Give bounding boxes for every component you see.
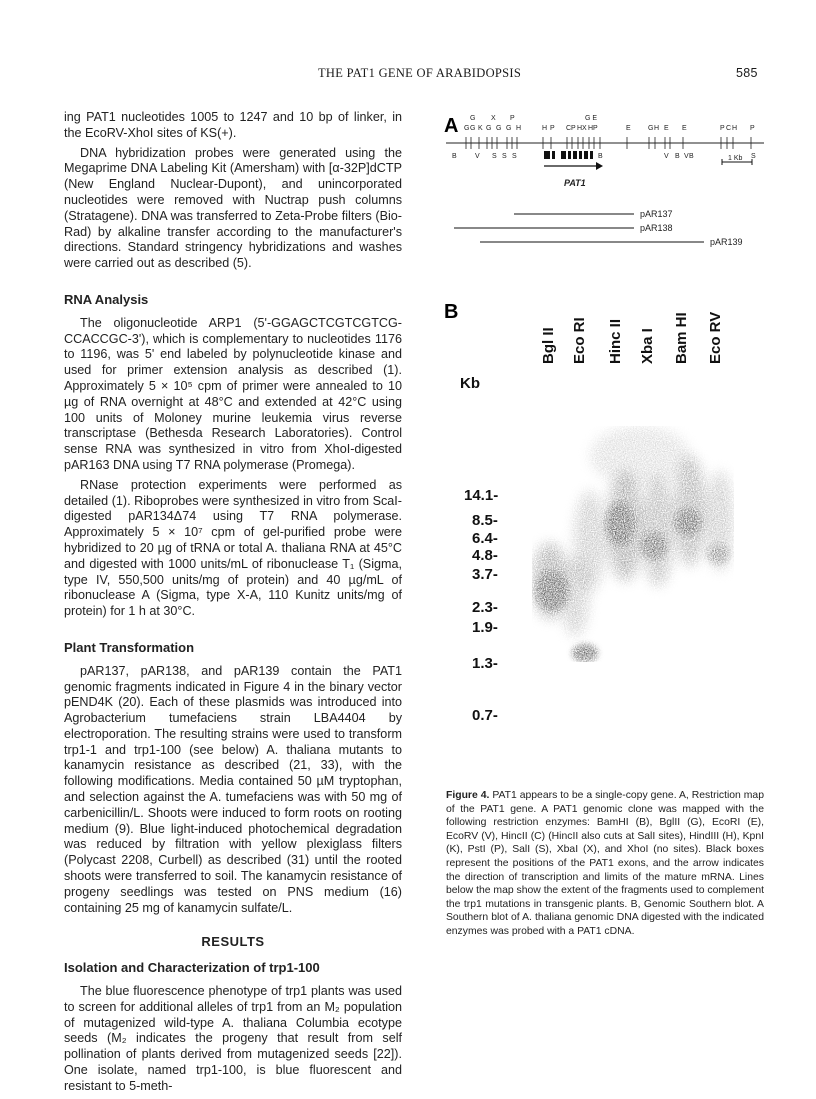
fragment-label-pAR138: pAR138	[640, 223, 673, 233]
site-label: B	[452, 153, 457, 160]
lane-label-ecorv: Eco RV	[707, 311, 724, 364]
band-ecori	[572, 644, 598, 662]
exon-boxes	[544, 151, 593, 159]
site-label: P	[510, 115, 515, 122]
site-label: E	[682, 125, 687, 132]
paragraph-rnase-protection: RNase protection experiments were performed as detailed (1). Riboprobes were synthesized in vitro from ScaI-digested pAR134Δ74 using T7 RNA polymerase. Approximately 5 × 10⁷ cpm of gel-purified probe were hybridized to 20 µg of tRNA or total A. thaliana RNA at 45°C and digested with 1000 units/mL of ribonuclease T₁ (Sigma, type IV, 550,500 units/mg of protein) and 40 µg/mL of ribonuclease A (Sigma, type X-A, 110 Kunitz units/mg of protein) for 1 h at 30°C.	[64, 477, 402, 619]
site-label: G	[496, 125, 502, 132]
site-label: P	[550, 125, 555, 132]
figure-caption	[446, 789, 764, 939]
size-marker: 4.8-	[472, 547, 498, 564]
site-label: S	[512, 153, 517, 160]
site-label: H	[516, 125, 522, 132]
band-bglii	[536, 571, 568, 611]
site-label: S	[492, 153, 497, 160]
site-label: P	[720, 125, 725, 132]
site-label: H	[732, 125, 738, 132]
site-label: K	[478, 125, 483, 132]
paragraph-hybridization: DNA hybridization probes were generated using the Megaprime DNA Labeling Kit (Amersham) with [α-32P]dCTP (New England Nuclear-Dupont), and unincorporated nucleotides were removed with Nuctrap push columns (Stratagene). DNA was transferred to Zeta-Probe filters (Bio-Rad) by alkaline transfer according to the manufacturer's directions. Standard stringency hybridizations and washes were carried out as described (5).	[64, 145, 402, 271]
paragraph-isolation: The blue fluorescence phenotype of trp1 plants was used to screen for additional alleles of trp1 from an M₂ population of mutagenized wild-type A. thaliana Columbia ecotype seeds (M₂ indicates the progeny that result from self pollination of plants derived from mutagenized seeds [22]). One isolate, named trp1-100, is blue fluorescent and resistant to 5-meth-	[64, 984, 402, 1093]
fragment-label-pAR139: pAR139	[710, 237, 743, 247]
site-label: V	[475, 153, 480, 160]
site-label: G	[464, 125, 470, 132]
lane-label-bglii: Bgl II	[540, 327, 557, 364]
blot-image	[532, 426, 734, 662]
site-label: B	[689, 153, 694, 160]
site-label: P	[593, 125, 598, 132]
site-label: E	[626, 125, 631, 132]
site-label: V	[664, 153, 669, 160]
site-label: X	[582, 125, 587, 132]
site-label: B	[598, 153, 603, 160]
heading-isolation: Isolation and Characterization of trp1-100	[64, 960, 320, 976]
panel-label-a: A	[444, 115, 459, 137]
gene-label-pat1: PAT1	[564, 178, 586, 188]
size-marker: 14.1-	[464, 487, 499, 504]
site-label: C	[726, 125, 732, 132]
band-bamhi	[675, 508, 701, 536]
figure-label: Figure 4.	[446, 790, 490, 801]
site-label: G	[470, 115, 476, 122]
lane-labels	[540, 312, 724, 364]
running-title: THE PAT1 GENE OF ARABIDOPSIS	[318, 66, 522, 80]
lane-label-ecori: Eco RI	[571, 317, 588, 364]
heading-results: RESULTS	[201, 934, 265, 950]
site-label: P	[750, 125, 755, 132]
lane-label-xbai: Xba I	[639, 328, 656, 364]
site-label: G	[486, 125, 492, 132]
site-label: H	[654, 125, 660, 132]
band-xbai	[641, 532, 667, 560]
fragment-lines	[454, 209, 743, 247]
site-label: G	[648, 125, 654, 132]
transcription-arrow	[544, 162, 603, 170]
site-label: H	[577, 125, 583, 132]
paragraph-primer-extension: The oligonucleotide ARP1 (5'-GGAGCTCGTCGTCG-CCACCGC-3'), which is complementary to nucleotides 1176 to 1196, was 5' end labeled by polynucleotide kinase and used for primer extension analysis as described (1). Approximately 5 × 10⁵ cpm of primer were annealed to 10 µg of RNA overnight at 48°C and extended at 42°C using 100 units of Moloney murine leukemia virus reverse transcriptase (Bethesda Research Laboratories). Control sense RNA was synthesized in vitro from XhoI-digested pAR163 DNA using T7 RNA polymerase (Promega).	[64, 315, 402, 472]
size-marker: 2.3-	[472, 599, 498, 616]
site-label: X	[491, 115, 496, 122]
size-marker: 1.9-	[472, 619, 498, 636]
southern-blot-figure	[440, 296, 780, 756]
fragment-label-pAR137: pAR137	[640, 209, 673, 219]
top-site-labels	[470, 115, 597, 122]
page-header	[0, 66, 816, 82]
heading-plant-transformation: Plant Transformation	[64, 639, 195, 655]
site-label: G	[506, 125, 512, 132]
site-label: G E	[585, 115, 598, 122]
site-label: P	[571, 125, 576, 132]
kb-label: Kb	[460, 375, 480, 392]
site-label: B	[675, 153, 680, 160]
restriction-map-figure	[440, 110, 770, 290]
site-label: G	[470, 125, 476, 132]
band-ecorv	[707, 544, 729, 564]
size-marker: 0.7-	[472, 707, 498, 724]
upper-site-labels	[464, 125, 755, 132]
left-text-column	[64, 110, 402, 1099]
site-label: H	[542, 125, 548, 132]
site-label: C	[566, 125, 572, 132]
scale-label: 1 Kb	[728, 155, 743, 162]
lane-label-hincii: Hinc II	[607, 318, 624, 364]
heading-rna-analysis: RNA Analysis	[64, 291, 149, 307]
lower-site-labels	[452, 153, 756, 160]
caption-text: PAT1 appears to be a single-copy gene. A, Restriction map of the PAT1 gene. A PAT1 genomic clone was mapped with the following restriction enzymes: BamHI (B), BglII (G), EcoRI (E), EcoRV (V), HincII (C) (HincII also cuts at SalI sites), HindIII (H), KpnI (K), PstI (P), SalI (S), XbaI (X), and XhoI (no sites). Black boxes represent the positions of the PAT1 exons, and the arrow indicates the direction of transcription and limits of the mature mRNA. Lines below the map show the extent of the fragments used to complement the trp1 mutations in transgenic plants. B, Genomic Southern blot. A Southern blot of A. thaliana genomic DNA digested with the indicated enzymes was probed with a PAT1 cDNA.	[446, 790, 764, 937]
size-marker: 6.4-	[472, 530, 498, 547]
paragraph-linker: ing PAT1 nucleotides 1005 to 1247 and 10 bp of linker, in the EcoRV-XhoI sites of KS(+).	[64, 110, 402, 140]
map-line	[446, 137, 764, 149]
site-label: S	[751, 153, 756, 160]
size-marker: 1.3-	[472, 655, 498, 672]
page-number: 585	[736, 66, 758, 80]
paragraph-transformation: pAR137, pAR138, and pAR139 contain the PAT1 genomic fragments indicated in Figure 4 in the binary vector pEND4K (20). Each of these plasmids was introduced into Agrobacterium tumefaciens strain LBA4404 by electroporation. The resulting strains were used to transform trp1-1 and trp1-100 (see below) A. thaliana mutants to kanamycin resistance as described (21, 33), with the following modifications. Media contained 50 µM tryptophan, and selection against the A. tumefaciens was with 50 mg of carbenicillin/L. Shoots were induced to form roots on rooting medium (9). Blue light-induced photochemical degradation was reduced by filtration with yellow plexiglass filters (Polycast 2208, Curbell) as described (31) until the rooted shoots were transferred to soil. The kanamycin resistance of progeny seedlings was tested on PNS medium (16) containing 25 mg of kanamycin sulfate/L.	[64, 663, 402, 915]
band-hincii	[606, 502, 634, 546]
site-label: E	[664, 125, 669, 132]
scale-bar	[722, 155, 752, 165]
site-label: V	[684, 153, 689, 160]
size-markers	[464, 487, 498, 724]
site-label: H	[588, 125, 594, 132]
panel-label-b: B	[444, 301, 459, 323]
site-label: S	[502, 153, 507, 160]
size-marker: 8.5-	[472, 512, 498, 529]
size-marker: 3.7-	[472, 566, 498, 583]
lane-label-bamhi: Bam HI	[673, 312, 690, 364]
